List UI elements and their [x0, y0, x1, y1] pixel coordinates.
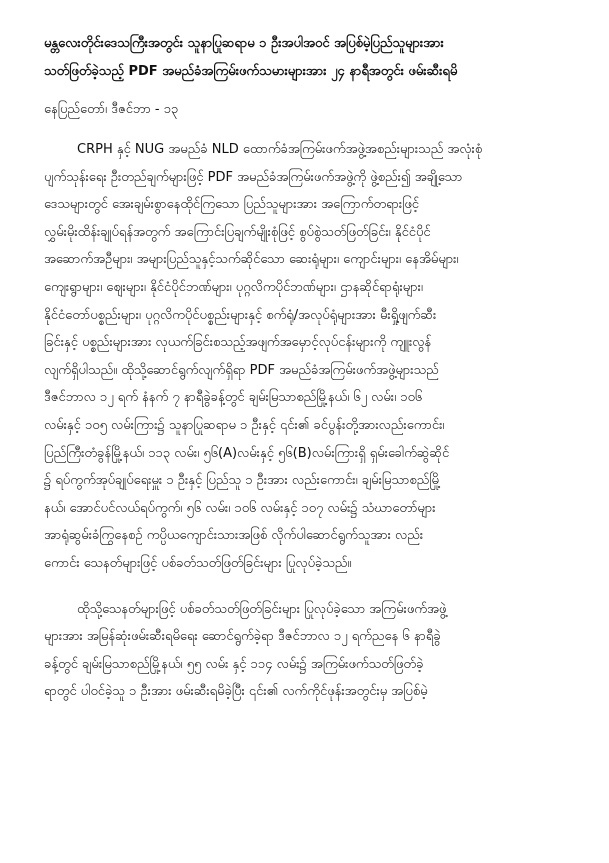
body-paragraph-1 — [44, 136, 565, 578]
paragraph-line: ခန့်တွင် ချမ်းမြသာစည်မြို့နယ်၊ ၅၅ လမ်း နှင့် ၁၁၄ လမ်း၌ အကြမ်းဖက်သတ်ဖြတ်ခဲ့ — [44, 656, 424, 672]
body-paragraph-2 — [44, 596, 565, 706]
paragraph-line: ပြည်ကြီးတံခွန်မြို့နယ်၊ ၁၁၃ လမ်း၊ ၅၆(A)လမ်းနှင့် ၅၆(B)လမ်းကြားရှိ ရှမ်းခေါက်ဆွဲဆိုင် — [44, 445, 450, 461]
paragraph-line: CRPH နှင့် NUG အမည်ခံ NLD ထောက်ခံအကြမ်းဖက်အဖွဲ့အစည်းများသည် အလုံးစုံ — [77, 142, 483, 157]
headline-line: သတ်ဖြတ်ခဲ့သည့် PDF အမည်ခံအကြမ်းဖက်သမားများအား ၂၄ နာရီအတွင်း ဖမ်းဆီးရမိ — [44, 64, 458, 79]
paragraph-line: ကျေးရွာများ၊ ဈေးများ၊ နိုင်ငံပိုင်ဘဏ်များ၊ ပုဂ္ဂလိကပိုင်ဘဏ်များ၊ ဌာနဆိုင်ရာရုံးများ၊ — [44, 279, 423, 295]
paragraph-line: ဒီဇင်ဘာလ ၁၂ ရက် နံနက် ၇ နာရီခွဲခန့်တွင် ချမ်းမြသာစည်မြို့နယ်၊ ၆၂ လမ်း၊ ၁၀၆ — [44, 390, 423, 406]
headline-line: မန္တလေးတိုင်းဒေသကြီးအတွင်း သူနာပြုဆရာမ ၁ ဦးအပါအဝင် အပြစ်မဲ့ပြည်သူများအား — [44, 36, 444, 51]
paragraph-line: ခြင်းနှင့် ပစ္စည်းများအား လုယက်ခြင်းစသည့်အဖျက်အမှောင့်လုပ်ငန်းများကို ကျူးလွန် — [44, 335, 432, 351]
paragraph-line: အဆောက်အဦများ၊ အများပြည်သူနှင့်သက်ဆိုင်သော ဆေးရုံများ၊ ကျောင်းများ၊ နေအိမ်များ၊ — [44, 252, 459, 268]
paragraph-line: ထိုသို့သေနတ်များဖြင့် ပစ်ခတ်သတ်ဖြတ်ခြင်းများ ပြုလုပ်ခဲ့သော အကြမ်းဖက်အဖွဲ့ — [77, 601, 447, 617]
paragraph-line: များအား အမြန်ဆုံးဖမ်းဆီးရမိရေး ဆောင်ရွက်ခဲ့ရာ ဒီဇင်ဘာလ ၁၂ ရက်ညနေ ၆ နာရီခွဲ — [44, 629, 441, 645]
paragraph-line: ၌ ရပ်ကွက်အုပ်ချုပ်ရေးမှူး ၁ ဦးနှင့် ပြည်သူ ၁ ဦးအား လည်းကောင်း၊ ချမ်းမြသာစည်မြို့ — [44, 473, 441, 489]
dateline: နေပြည်တော်၊ ဒီဇင်ဘာ - ၁၃ — [44, 102, 179, 117]
paragraph-line: နိုင်ငံတော်ပစ္စည်းများ၊ ပုဂ္ဂလိကပိုင်ပစ္စည်းများနှင့် စက်ရုံ/အလုပ်ရုံများအား မီးရှို့ဖျက်ဆီး — [44, 307, 437, 323]
paragraph-line: နယ်၊ အောင်ပင်လယ်ရပ်ကွက်၊ ၅၆ လမ်း၊ ၁၀၆ လမ်းနှင့် ၁၀၇ လမ်း၌ သံဃာတော်များ — [44, 500, 436, 516]
paragraph-line: လမ်းနှင့် ၁၀၅ လမ်းကြား၌ သူနာပြုဆရာမ ၁ ဦးနှင့် ၎င်း၏ ခင်ပွန်းတို့အားလည်းကောင်း၊ — [44, 417, 445, 433]
paragraph-line: ကောင်း သေနတ်များဖြင့် ပစ်ခတ်သတ်ဖြတ်ခြင်းများ ပြုလုပ်ခဲ့သည်။ — [44, 555, 352, 571]
paragraph-line: ပျက်သုန်းရေး ဦးတည်ချက်များဖြင့် PDF အမည်ခံအကြမ်းဖက်အဖွဲ့ကို ဖွဲ့စည်း၍ အချို့သော — [44, 169, 463, 185]
article-headline — [44, 30, 565, 86]
paragraph-line: လွှမ်းမိုးထိန်းချုပ်ရန်အတွက် အကြောင်းပြချက်မျိုးစုံဖြင့် စွပ်စွဲသတ်ဖြတ်ခြင်း၊ နိုင်ငံပိုင် — [44, 224, 431, 240]
paragraph-line: ရာတွင် ပါဝင်ခဲ့သူ ၁ ဦးအား ဖမ်းဆီးရမိခဲ့ပြီး ၎င်း၏ လက်ကိုင်ဖုန်းအတွင်းမှ အပြစ်မဲ့ — [44, 684, 428, 700]
paragraph-line: လျက်ရှိပါသည်။ ထိုသို့ဆောင်ရွက်လျက်ရှိရာ PDF အမည်ခံအကြမ်းဖက်အဖွဲ့များသည် — [44, 362, 439, 378]
paragraph-line: ဒေသများတွင် အေးချမ်းစွာနေထိုင်ကြသော ပြည်သူများအား အကြောက်တရားဖြင့် — [44, 197, 420, 213]
paragraph-line: အာရုံဆွမ်းခံကြွနေစဉ် ကပ္ပိယကျောင်းသားအဖြစ် လိုက်ပါဆောင်ရွက်သူအား လည်း — [44, 528, 424, 544]
